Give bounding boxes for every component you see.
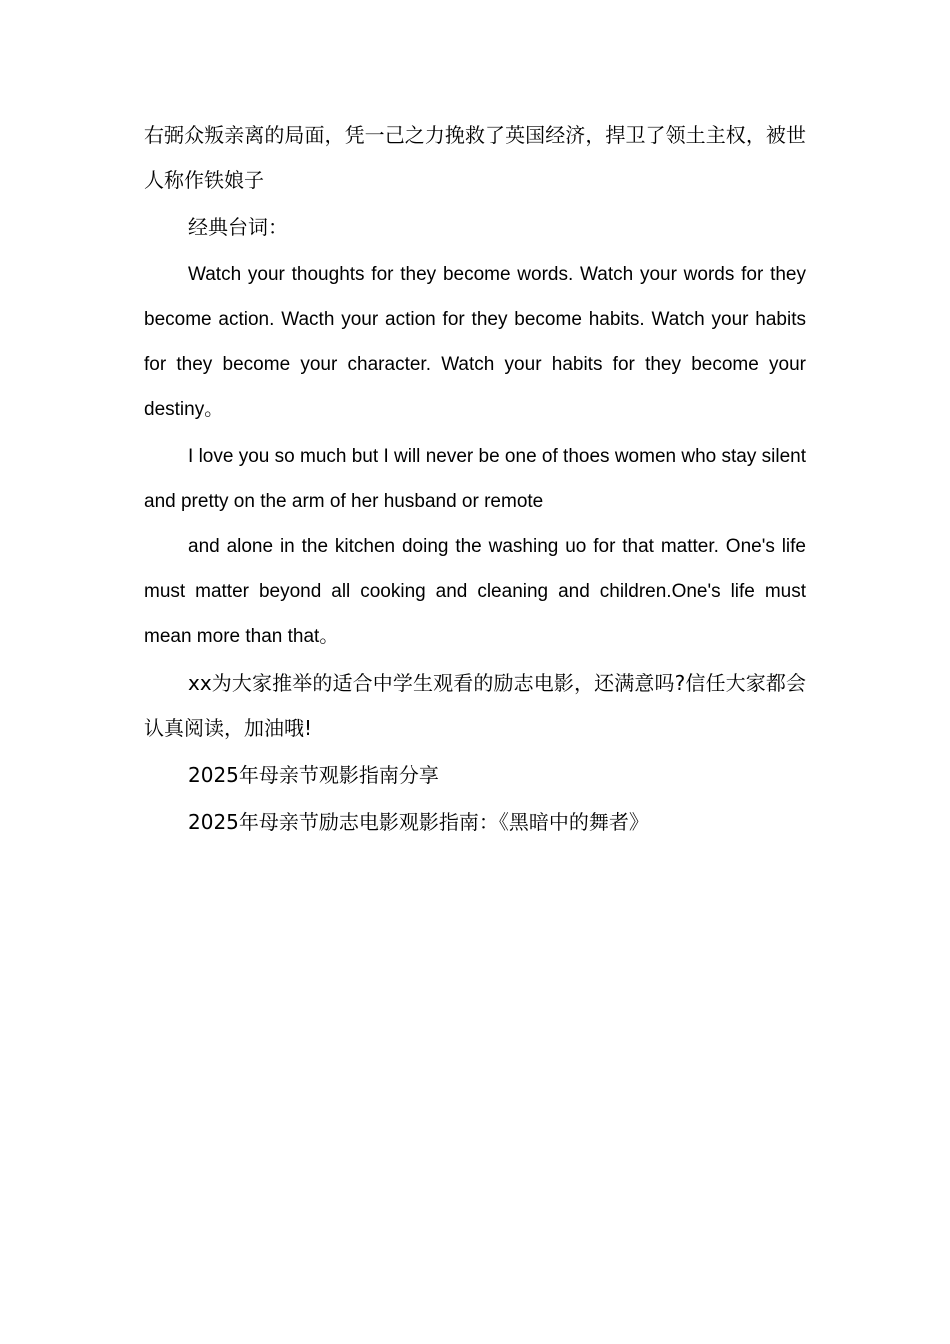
document-body: [144, 113, 806, 845]
paragraph-intro-continuation: 右弼众叛亲离的局面，凭一己之力挽救了英国经济，捍卫了领土主权，被世人称作铁娘子: [144, 123, 806, 192]
paragraph-quotes-heading: 经典台词：: [188, 215, 288, 239]
paragraph-related-title-2: 2025年母亲节励志电影观影指南：《黑暗中的舞者》: [188, 810, 649, 834]
paragraph-related-title-1: 2025年母亲节观影指南分享: [188, 763, 439, 787]
paragraph-quote-thoughts: Watch your thoughts for they become words. Watch your words for they become action. Wacth your action for they become habits. Watch your habits for they become your character. Watch your habits for they become your destiny。: [144, 264, 806, 420]
paragraph-quote-love: I love you so much but I will never be one of thoes women who stay silent and pretty on the arm of her husband or remote: [144, 446, 806, 512]
paragraph-closing-remark: xx为大家推举的适合中学生观看的励志电影，还满意吗?信任大家都会认真阅读，加油哦!: [144, 671, 806, 740]
paragraph-quote-kitchen: and alone in the kitchen doing the washing uo for that matter. One's life must matter beyond all cooking and cleaning and children.One's life must mean more than that。: [144, 536, 806, 647]
